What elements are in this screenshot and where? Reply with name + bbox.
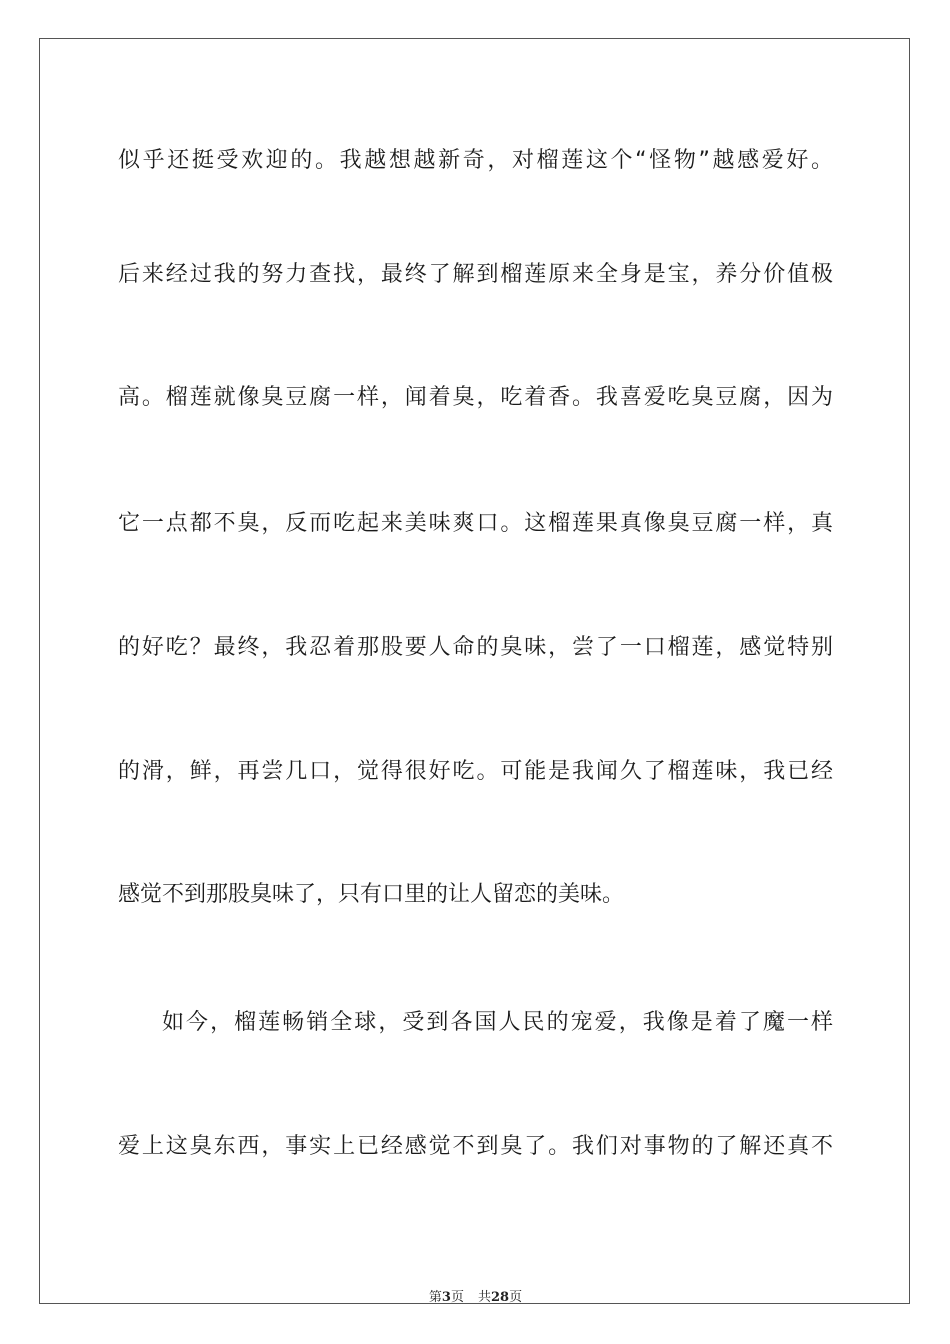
page-footer — [40, 1286, 911, 1305]
total-pages: 28 — [490, 1290, 510, 1305]
text-line-8: 如今，榴莲畅销全球，受到各国人民的宠爱，我像是着了魔一样 — [162, 1010, 833, 1035]
total-prefix: 共 — [477, 1290, 491, 1305]
page-number: 3 — [441, 1290, 451, 1305]
text-line-9: 爱上这臭东西，事实上已经感觉不到臭了。我们对事物的了解还真不 — [118, 1134, 833, 1159]
page-prefix: 第 — [428, 1290, 442, 1305]
text-line-3: 高。榴莲就像臭豆腐一样，闻着臭，吃着香。我喜爱吃臭豆腐，因为 — [118, 385, 833, 410]
text-line-4: 它一点都不臭，反而吃起来美味爽口。这榴莲果真像臭豆腐一样，真 — [118, 511, 833, 536]
page-suffix: 页 — [450, 1290, 464, 1305]
page-frame — [39, 38, 910, 1304]
total-suffix: 页 — [509, 1290, 523, 1305]
text-line-5: 的好吃？最终，我忍着那股要人命的臭味，尝了一口榴莲，感觉特别 — [118, 635, 833, 660]
text-line-2: 后来经过我的努力查找，最终了解到榴莲原来全身是宝，养分价值极 — [118, 262, 833, 287]
text-line-6: 的滑，鲜，再尝几口，觉得很好吃。可能是我闻久了榴莲味，我已经 — [118, 759, 833, 784]
text-line-7: 感觉不到那股臭味了，只有口里的让人留恋的美味。 — [118, 882, 625, 907]
text-line-1: 似乎还挺受欢迎的。我越想越新奇，对榴莲这个“怪物”越感爱好。 — [118, 148, 833, 173]
